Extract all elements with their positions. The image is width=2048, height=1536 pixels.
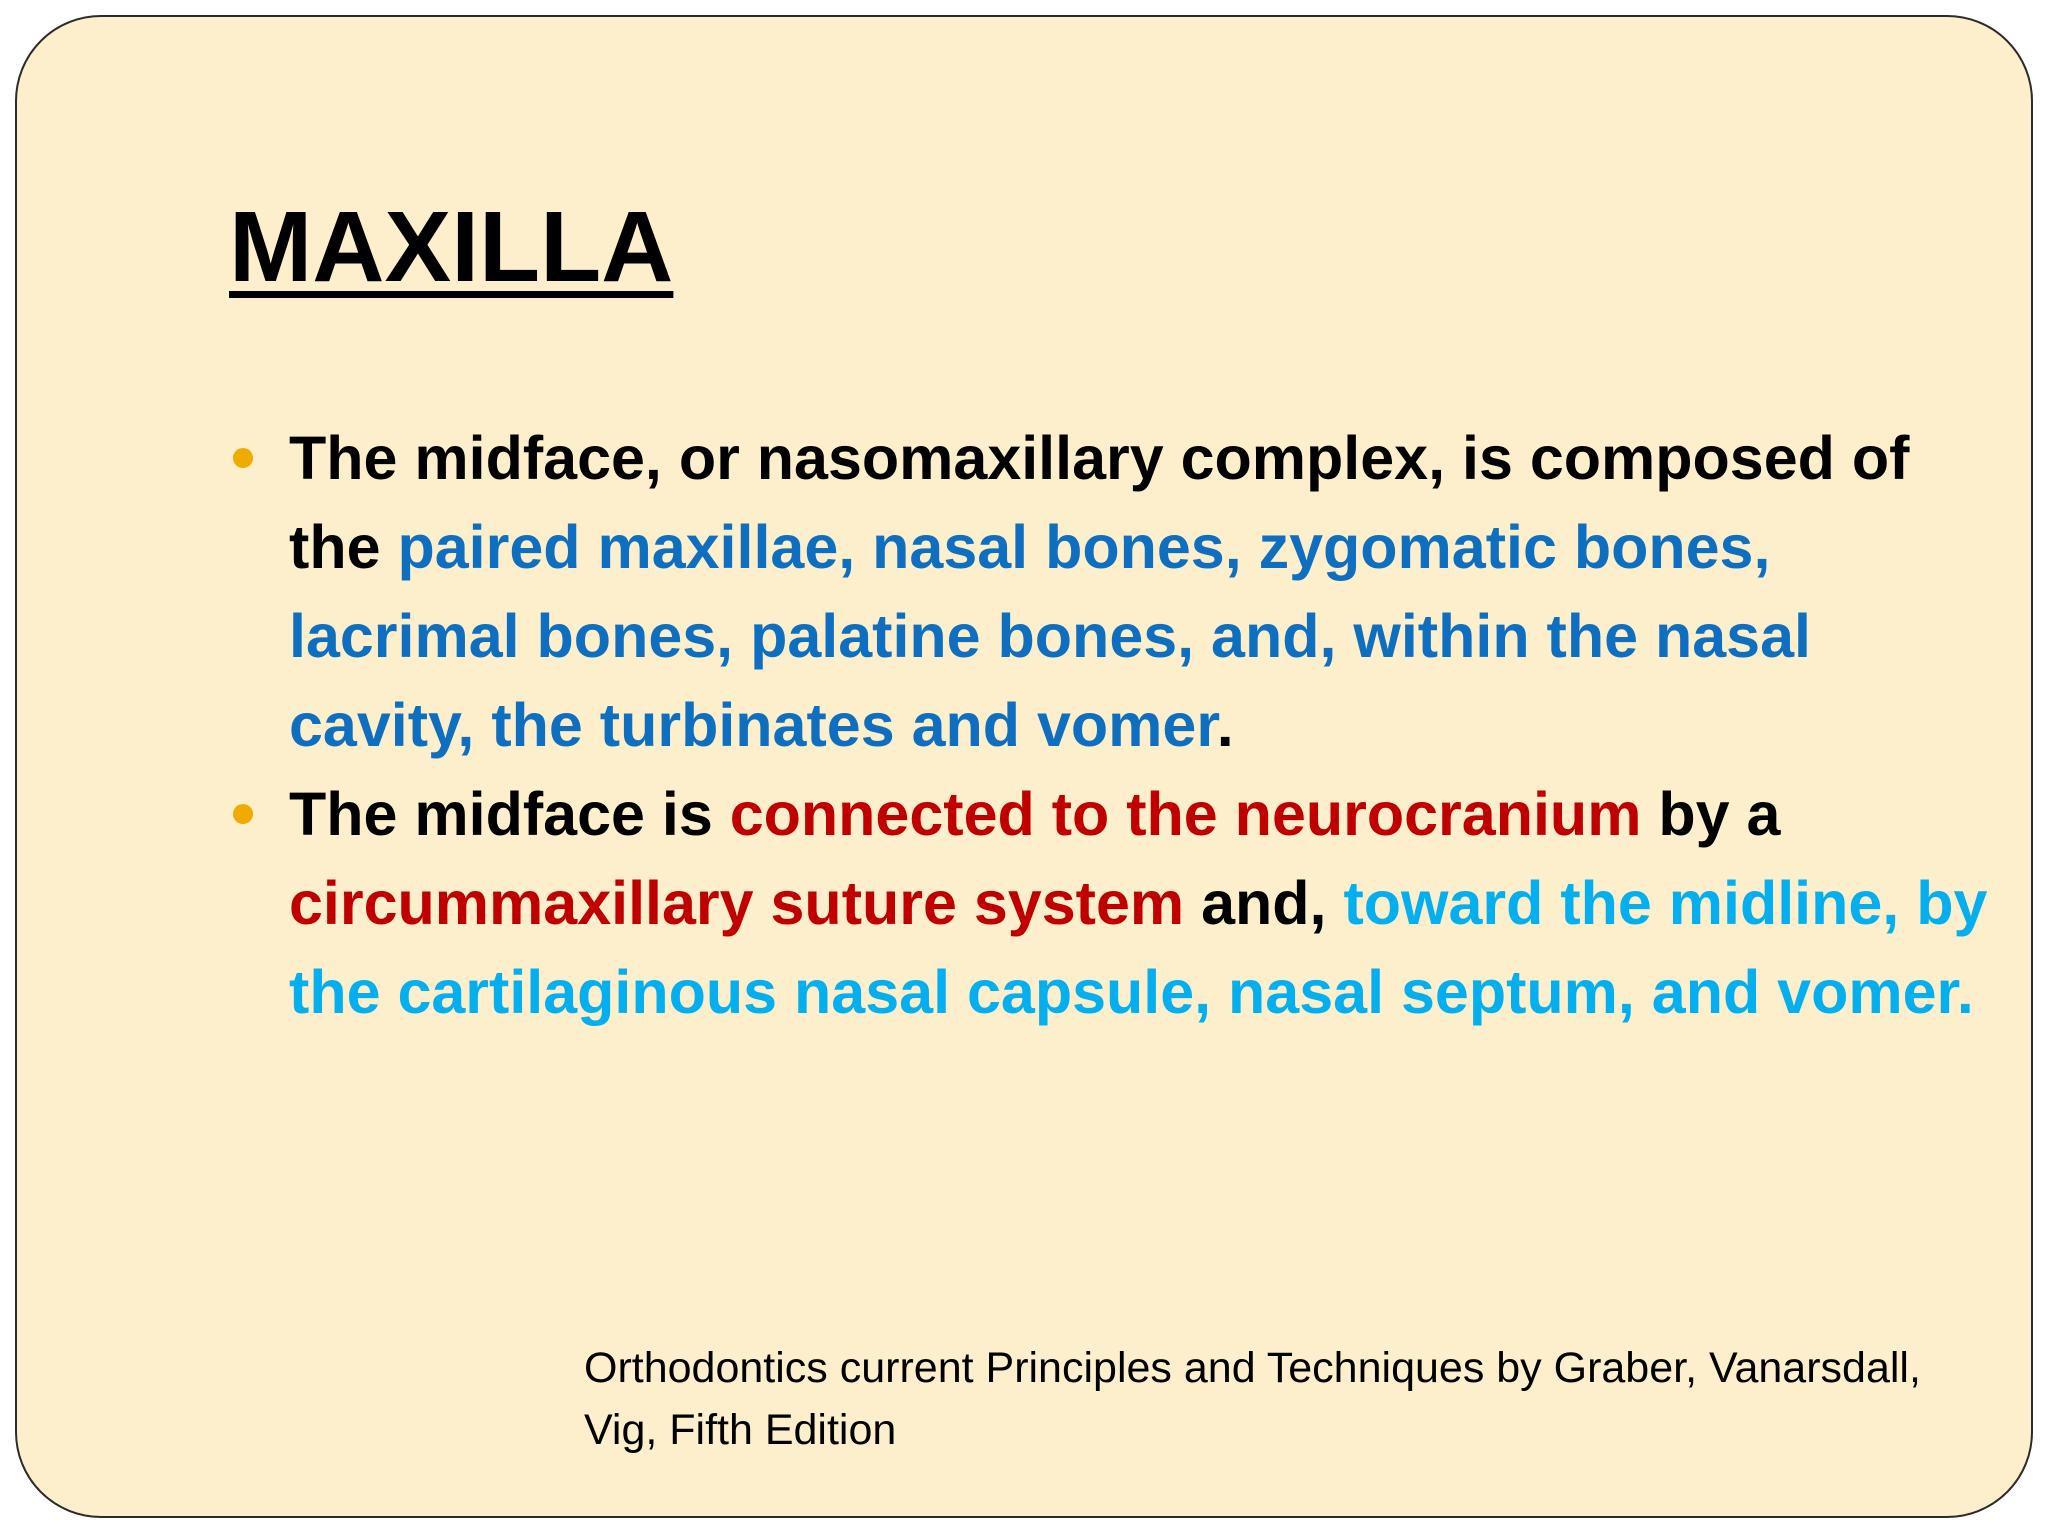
- bullet-1-highlight-bones: paired maxillae, nasal bones, zygomatic bones, lacrimal bones, palatine bones, and, within the nasal cavity, the turbinates and vomer: [289, 513, 1811, 759]
- bullet-2-text-1: The midface is: [289, 780, 730, 848]
- bullet-1-text-1: The midface, or nasomaxillary complex, is composed of the: [289, 424, 1910, 581]
- reference-citation: Orthodontics current Principles and Techniques by Graber, Vanarsdall, Vig, Fifth Edition: [584, 1344, 1921, 1454]
- bullet-item-1: [289, 414, 1989, 770]
- bullet-1-text-2: .: [1216, 691, 1234, 759]
- bullet-dot-icon: [233, 448, 253, 468]
- bullet-2-text-3: and,: [1184, 869, 1344, 937]
- bullet-item-2: [289, 770, 1989, 1037]
- slide-title: MAXILLA: [229, 191, 674, 303]
- bullet-2-text-2: by a: [1641, 780, 1781, 848]
- bullet-2-highlight-suture: circummaxillary suture system: [289, 869, 1185, 937]
- slide: [15, 15, 2033, 1518]
- bullet-dot-icon: [233, 804, 253, 824]
- bullet-list: [289, 414, 1989, 1037]
- bullet-2-highlight-neurocranium: connected to the neurocranium: [729, 780, 1642, 848]
- bullet-2-highlight-midline: toward the midline, by the cartilaginous nasal capsule, nasal septum, and vomer.: [289, 869, 1988, 1026]
